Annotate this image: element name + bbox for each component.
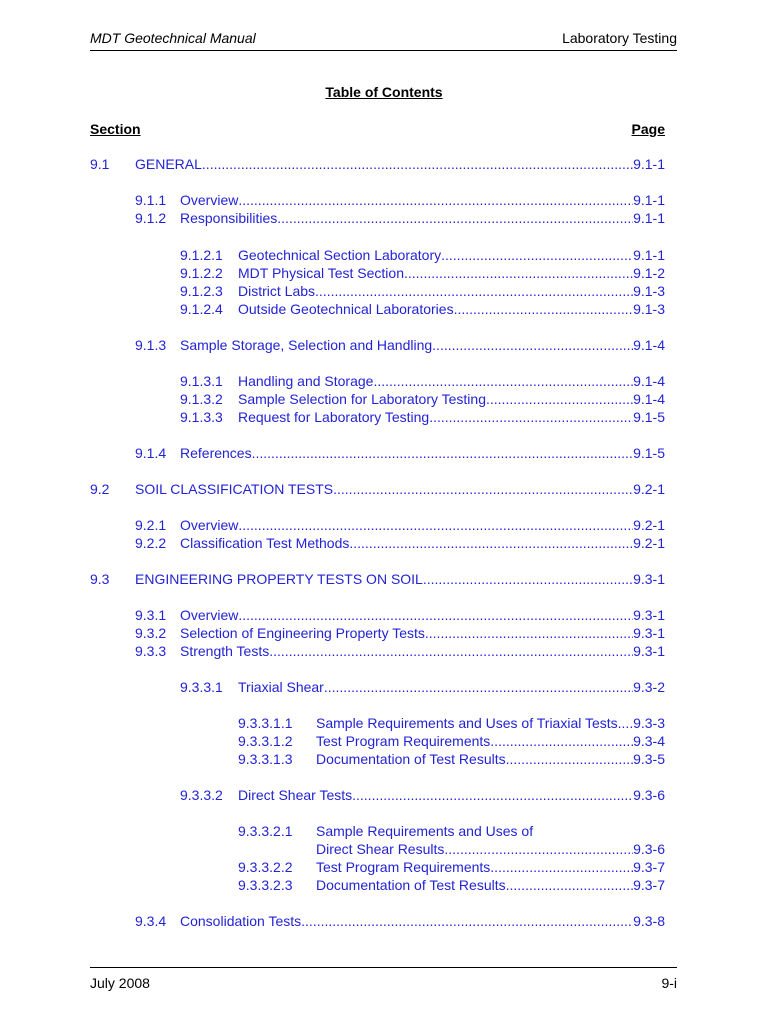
section-number: 9.3.4 bbox=[135, 913, 167, 929]
section-title: Sample Selection for Laboratory Testing bbox=[238, 391, 486, 407]
toc-entry[interactable] bbox=[135, 444, 665, 462]
section-title: Responsibilities bbox=[180, 210, 278, 226]
section-number: 9.1 bbox=[90, 156, 110, 172]
dot-leader bbox=[352, 786, 633, 804]
toc-entry[interactable] bbox=[135, 912, 665, 930]
page-number: 9.1-5 bbox=[633, 445, 665, 461]
section-number: 9.1.3.1 bbox=[180, 373, 223, 389]
page-number: 9.3-1 bbox=[633, 571, 665, 587]
section-title[interactable]: Sample Requirements and Uses of bbox=[316, 823, 534, 839]
toc-entry[interactable] bbox=[238, 858, 665, 876]
page-number: 9.2-1 bbox=[633, 481, 665, 497]
page-header bbox=[90, 30, 677, 50]
section-title: Consolidation Tests bbox=[180, 913, 302, 929]
section-number: 9.3.1 bbox=[135, 607, 167, 623]
page-number: 9.2-1 bbox=[633, 517, 665, 533]
dot-leader bbox=[454, 300, 634, 318]
toc-entry[interactable] bbox=[180, 678, 665, 696]
page-number: 9.3-1 bbox=[633, 607, 665, 623]
page-number: 9.1-3 bbox=[633, 283, 665, 299]
section-number: 9.3 bbox=[90, 571, 110, 587]
section-title: Selection of Engineering Property Tests bbox=[180, 625, 425, 641]
toc-entry[interactable] bbox=[90, 570, 665, 588]
page-number: 9.3-3 bbox=[633, 715, 665, 731]
page-number: 9.1-2 bbox=[633, 265, 665, 281]
toc-entry[interactable] bbox=[180, 264, 665, 282]
dot-leader bbox=[490, 732, 633, 750]
dot-leader bbox=[490, 858, 633, 876]
dot-leader bbox=[269, 642, 633, 660]
page-number: 9.3-6 bbox=[633, 787, 665, 803]
page-number: 9.1-1 bbox=[633, 210, 665, 226]
section-number: 9.2.1 bbox=[135, 517, 167, 533]
page-number: 9.1-1 bbox=[633, 192, 665, 208]
section-title: Test Program Requirements bbox=[316, 733, 491, 749]
page-number: 9.1-3 bbox=[633, 301, 665, 317]
dot-leader bbox=[238, 516, 633, 534]
section-number: 9.3.2 bbox=[135, 625, 167, 641]
toc-entry[interactable] bbox=[135, 606, 665, 624]
section-number: 9.1.2.2 bbox=[180, 265, 223, 281]
dot-leader bbox=[432, 336, 633, 354]
section-number: 9.3.3 bbox=[135, 643, 167, 659]
section-number: 9.3.3.1.2 bbox=[238, 733, 293, 749]
toc-title: Table of Contents bbox=[325, 84, 443, 100]
dot-leader bbox=[301, 912, 633, 930]
page-number: 9.1-4 bbox=[633, 337, 665, 353]
toc-entry[interactable] bbox=[90, 155, 665, 173]
dot-leader bbox=[238, 606, 633, 624]
section-title: ENGINEERING PROPERTY TESTS ON SOIL bbox=[135, 571, 423, 587]
toc-entry[interactable] bbox=[238, 732, 665, 750]
dot-leader bbox=[202, 155, 633, 173]
section-title: References bbox=[180, 445, 252, 461]
page-number: 9.1-1 bbox=[633, 156, 665, 172]
dot-leader bbox=[404, 264, 633, 282]
section-number: 9.3.3.1 bbox=[180, 679, 223, 695]
dot-leader bbox=[441, 246, 633, 264]
toc-entry[interactable] bbox=[180, 786, 665, 804]
toc-entry[interactable] bbox=[135, 209, 665, 227]
dot-leader bbox=[315, 282, 633, 300]
section-title: Overview bbox=[180, 607, 239, 623]
page-number: 9.1-4 bbox=[633, 391, 665, 407]
dot-leader bbox=[324, 678, 633, 696]
dot-leader bbox=[277, 209, 633, 227]
section-number: 9.1.2.3 bbox=[180, 283, 223, 299]
dot-leader bbox=[506, 750, 633, 768]
section-number: 9.3.3.2.1 bbox=[238, 823, 293, 839]
toc-entry[interactable] bbox=[135, 624, 665, 642]
toc-entry[interactable] bbox=[135, 336, 665, 354]
dot-leader bbox=[373, 372, 633, 390]
section-number: 9.2 bbox=[90, 481, 110, 497]
section-title: GENERAL bbox=[135, 156, 202, 172]
page-column-header: Page bbox=[631, 121, 665, 137]
dot-leader bbox=[486, 390, 633, 408]
section-number: 9.1.3.2 bbox=[180, 391, 223, 407]
section-title: Overview bbox=[180, 517, 239, 533]
section-title: MDT Physical Test Section bbox=[238, 265, 404, 281]
dot-leader bbox=[444, 840, 633, 858]
toc-entry[interactable] bbox=[135, 642, 665, 660]
section-number: 9.1.3 bbox=[135, 337, 167, 353]
dot-leader bbox=[429, 408, 633, 426]
toc-entry[interactable] bbox=[180, 408, 665, 426]
header-rule bbox=[90, 50, 677, 51]
section-title: Handling and Storage bbox=[238, 373, 374, 389]
page-number: 9.3-2 bbox=[633, 679, 665, 695]
toc-entry[interactable] bbox=[90, 480, 665, 498]
section-number: 9.1.2 bbox=[135, 210, 167, 226]
toc-entry[interactable] bbox=[180, 282, 665, 300]
section-title: Triaxial Shear bbox=[238, 679, 324, 695]
chapter-title: Laboratory Testing bbox=[562, 30, 677, 46]
section-title: District Labs bbox=[238, 283, 316, 299]
section-number: 9.1.2.1 bbox=[180, 247, 223, 263]
page-number: 9.1-1 bbox=[633, 247, 665, 263]
page-number: 9.3-4 bbox=[633, 733, 665, 749]
page-number: 9.2-1 bbox=[633, 535, 665, 551]
footer-date: July 2008 bbox=[90, 975, 150, 991]
page-number: 9.1-4 bbox=[633, 373, 665, 389]
toc-entry[interactable] bbox=[238, 876, 665, 894]
toc-entry[interactable] bbox=[180, 390, 665, 408]
dot-leader bbox=[349, 534, 633, 552]
section-title: Classification Test Methods bbox=[180, 535, 350, 551]
section-title: Direct Shear Results bbox=[316, 841, 445, 857]
page-number: 9.3-5 bbox=[633, 751, 665, 767]
toc-entry[interactable] bbox=[238, 714, 665, 732]
dot-leader bbox=[423, 570, 633, 588]
section-title: Strength Tests bbox=[180, 643, 270, 659]
section-title: Overview bbox=[180, 192, 239, 208]
section-number: 9.3.3.2 bbox=[180, 787, 223, 803]
section-title: Sample Storage, Selection and Handling bbox=[180, 337, 433, 353]
dot-leader bbox=[252, 444, 633, 462]
section-title: Request for Laboratory Testing bbox=[238, 409, 430, 425]
section-title: SOIL CLASSIFICATION TESTS bbox=[135, 481, 334, 497]
section-number: 9.1.1 bbox=[135, 192, 167, 208]
section-number: 9.3.3.1.1 bbox=[238, 715, 293, 731]
section-column-header: Section bbox=[90, 121, 141, 137]
section-number: 9.3.3.1.3 bbox=[238, 751, 293, 767]
toc-entry[interactable] bbox=[135, 534, 665, 552]
page-number: 9.1-5 bbox=[633, 409, 665, 425]
section-number: 9.3.3.2.3 bbox=[238, 877, 293, 893]
page-number: 9.3-7 bbox=[633, 877, 665, 893]
section-number: 9.1.4 bbox=[135, 445, 167, 461]
footer-page-number: 9-i bbox=[661, 975, 677, 991]
dot-leader bbox=[618, 714, 633, 732]
section-title: Documentation of Test Results bbox=[316, 751, 506, 767]
dot-leader bbox=[425, 624, 633, 642]
toc-entry[interactable] bbox=[238, 840, 665, 858]
toc-entry[interactable] bbox=[180, 372, 665, 390]
section-number: 9.1.3.3 bbox=[180, 409, 223, 425]
section-number: 9.1.2.4 bbox=[180, 301, 223, 317]
toc-entry[interactable] bbox=[135, 516, 665, 534]
section-title: Geotechnical Section Laboratory bbox=[238, 247, 442, 263]
dot-leader bbox=[333, 480, 633, 498]
page-number: 9.3-8 bbox=[633, 913, 665, 929]
dot-leader bbox=[238, 191, 633, 209]
page-number: 9.3-1 bbox=[633, 625, 665, 641]
section-title: Direct Shear Tests bbox=[238, 787, 353, 803]
section-title: Test Program Requirements bbox=[316, 859, 491, 875]
section-title: Documentation of Test Results bbox=[316, 877, 506, 893]
footer-rule bbox=[90, 967, 677, 968]
toc-entry[interactable] bbox=[238, 750, 665, 768]
toc-entry[interactable] bbox=[135, 191, 665, 209]
page-number: 9.3-6 bbox=[633, 841, 665, 857]
manual-title: MDT Geotechnical Manual bbox=[90, 30, 256, 46]
page-number: 9.3-1 bbox=[633, 643, 665, 659]
dot-leader bbox=[506, 876, 633, 894]
section-title: Outside Geotechnical Laboratories bbox=[238, 301, 454, 317]
section-number: 9.2.2 bbox=[135, 535, 167, 551]
toc-entry[interactable] bbox=[180, 246, 665, 264]
section-number: 9.3.3.2.2 bbox=[238, 859, 293, 875]
section-title: Sample Requirements and Uses of Triaxial Tests bbox=[316, 715, 618, 731]
page-number: 9.3-7 bbox=[633, 859, 665, 875]
toc-entry[interactable] bbox=[180, 300, 665, 318]
